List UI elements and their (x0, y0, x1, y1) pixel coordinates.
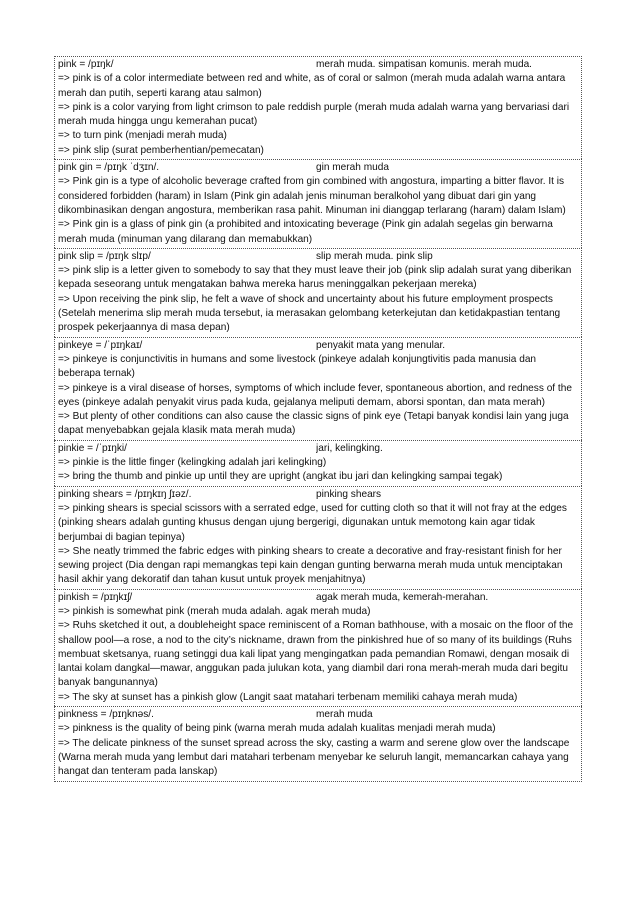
headword-pronunciation: pink slip = /pɪŋk slɪp/ (58, 250, 151, 262)
example-line: => pinkeye is a viral disease of horses, symptoms of which include fever, spontaneous abortion, and redness of the eyes (pinkeye adalah penyakit virus pada kuda, gejalanya meliputi demam, aborsi spontan, dan mata merah) (58, 382, 572, 408)
headword-translation: slip merah muda. pink slip (316, 250, 433, 262)
entry-headline (58, 161, 578, 175)
headword-translation: merah muda (316, 709, 373, 721)
example-line: => Upon receiving the pink slip, he felt a wave of shock and uncertainty about his future employment prospects (Setelah menerima slip merah muda tersebut, ia merasakan gelombang keterkejutan dan ketidakpastian tentang prospek pekerjaannya di masa depan) (58, 293, 561, 334)
example-line: => pink is a color varying from light crimson to pale reddish purple (merah muda adalah warna yang bervariasi dari merah muda hingga ungu kemerahan pucat) (58, 101, 570, 128)
example-line: => pinkness is the quality of being pink (warna merah muda adalah kualitas menjadi merah muda) (58, 723, 496, 735)
headword-pronunciation: pinkish = /pɪŋkɪʃ/ (58, 591, 133, 603)
headword-translation: merah muda. simpatisan komunis. merah muda. (316, 59, 532, 70)
example-line: => Pink gin is a glass of pink gin (a prohibited and intoxicating beverage (Pink gin adalah segelas gin berwarna merah muda (minuman yang dilarang dan memabukkan) (58, 219, 553, 245)
example-line: => pinking shears is special scissors with a serrated edge, used for cutting cloth so that it will not fray at the edges (pinking shears adalah gunting khusus dengan ujung bergerigi, digunakan untuk memotong kain agar tidak berjumbai di bagian tepinya) (58, 502, 567, 543)
example-line: => Ruhs sketched it out, a doubleheight space reminiscent of a Roman bathhouse, with a mosaic on the floor of the shallow pool—a rose, a nod to the city’s nickname, drawn from the pinkishred hue of so many of its buildings (Ruhs membuat sketsanya, ruang setinggi dua kali lipat yang mengingatkan pada pemandian Romawi, dengan mosaik di lantai kolam dangkal—mawar, anggukan pada julukan kota, yang diambil dari rona merah-merah muda dari begitu banyak bangunannya) (58, 620, 574, 689)
example-line: => The delicate pinkness of the sunset spread across the sky, casting a warm and serene glow over the landscape (Warna merah muda yang lembut dari matahari terbenam menyebar ke seluruh langit, memancarkan cahaya yang hangat dan tenteram pada lanskap) (58, 737, 570, 778)
example-line: => pinkish is somewhat pink (merah muda adalah. agak merah muda) (58, 605, 371, 617)
headword-pronunciation: pink = /pɪŋk/ (58, 59, 114, 70)
example-line: => pink slip (surat pemberhentian/pemecatan) (58, 144, 264, 156)
dictionary-entry (54, 589, 582, 706)
example-line: => bring the thumb and pinkie up until they are upright (angkat ibu jari dan kelingking sampai tegak) (58, 471, 503, 483)
example-line: => to turn pink (menjadi merah muda) (58, 130, 227, 142)
entry-headline (58, 339, 578, 353)
dictionary-entry (54, 56, 582, 159)
dictionary-entry (54, 337, 582, 440)
headword-translation: pinking shears (316, 488, 382, 500)
entry-headline (58, 58, 578, 72)
dictionary-entry (54, 159, 582, 248)
entry-headline (58, 442, 578, 456)
dictionary-entry (54, 486, 582, 589)
headword-translation: jari, kelingking. (316, 442, 383, 454)
entry-headline (58, 250, 578, 264)
example-line: => But plenty of other conditions can also cause the classic signs of pink eye (Tetapi banyak kondisi lain yang juga dapat menyebabkan gejala klasik mata merah muda) (58, 411, 569, 437)
headword-pronunciation: pinking shears = /pɪŋkɪŋ ʃɪəz/. (58, 488, 192, 500)
example-line: => The sky at sunset has a pinkish glow (Langit saat matahari terbenam memiliki cahaya merah muda) (58, 691, 518, 703)
example-line: => Pink gin is a type of alcoholic beverage crafted from gin combined with angostura, imparting a bitter flavor. It is considered forbidden (haram) in Islam (Pink gin adalah jenis minuman beralkohol yang dibuat dari gin yang dikombinasikan dengan angostura, memberikan rasa pahit. Minuman ini dianggap terlarang (haram) dalam Islam) (58, 176, 566, 216)
headword-pronunciation: pinkeye = /ˈpɪŋkaɪ/ (58, 339, 143, 351)
dictionary-entry (54, 440, 582, 486)
dictionary-document (54, 56, 582, 782)
entry-headline (58, 591, 578, 605)
entry-headline (58, 488, 578, 502)
example-line: => pinkeye is conjunctivitis in humans and some livestock (pinkeye adalah konjungtivitis pada manusia dan beberapa ternak) (58, 353, 537, 380)
headword-translation: gin merah muda (316, 162, 389, 174)
example-line: => pinkie is the little finger (kelingking adalah jari kelingking) (58, 457, 327, 469)
headword-pronunciation: pink gin = /pɪŋk ˈdʒɪn/. (58, 162, 160, 174)
headword-translation: agak merah muda, kemerah-merahan. (316, 591, 489, 603)
headword-translation: penyakit mata yang menular. (316, 339, 446, 351)
example-line: => pink is of a color intermediate between red and white, as of coral or salmon (merah muda adalah warna antara merah dan putih, seperti karang atau salmon) (58, 73, 566, 99)
example-line: => She neatly trimmed the fabric edges with pinking shears to create a decorative and fray-resistant finish for her sewing project (Dia dengan rapi memangkas tepi kain dengan gunting berwarna merah muda untuk menciptakan hasil akhir yang dekoratif dan tahan kusut untuk proyek menjahitnya) (58, 545, 563, 586)
entry-headline (58, 708, 578, 722)
headword-pronunciation: pinkie = /ˈpɪŋki/ (58, 442, 127, 454)
dictionary-entry (54, 248, 582, 337)
example-line: => pink slip is a letter given to somebody to say that they must leave their job (pink slip adalah surat yang diberikan kepada seseorang untuk mengatakan bahwa mereka harus meninggalkan pekerjaan mereka) (58, 265, 572, 291)
dictionary-entry (54, 706, 582, 781)
headword-pronunciation: pinkness = /pɪŋknəs/. (58, 709, 154, 721)
